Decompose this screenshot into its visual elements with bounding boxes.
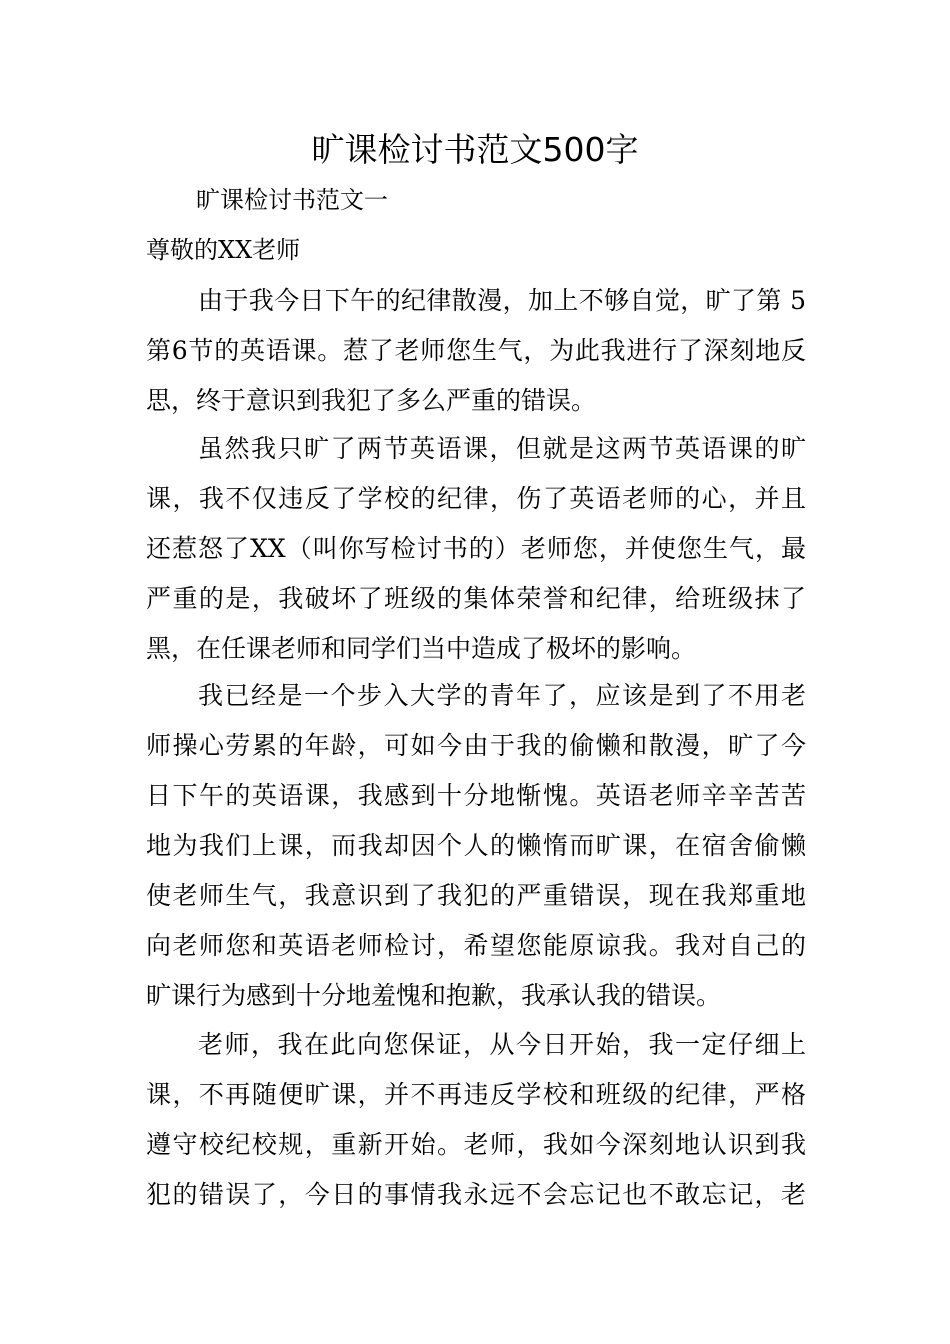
paragraph-line: 旷课行为感到十分地羞愧和抱歉，我承认我的错误。 [146,981,722,1010]
paragraph-line: 由于我今日下午的纪律散漫，加上不够自觉，旷了第 5 [198,286,806,315]
paragraph-line: 师操心劳累的年龄，可如今由于我的偷懒和散漫，旷了今 [146,731,806,760]
paragraph-line: 课，我不仅违反了学校的纪律，伤了英语老师的心，并且 [146,484,806,513]
body-paragraph-1 [146,276,806,426]
paragraph-line: 遵守校纪校规，重新开始。老师，我如今深刻地认识到我 [146,1130,806,1159]
paragraph-line: 我已经是一个步入大学的青年了，应该是到了不用老 [198,681,806,710]
paragraph-line: 还惹怒了XX（叫你写检讨书的）老师您，并使您生气，最 [146,534,806,563]
paragraph-line: 课，不再随便旷课，并不再违反学校和班级的纪律，严格 [146,1080,806,1109]
paragraph-line: 思，终于意识到我犯了多么严重的错误。 [146,386,597,415]
salutation: 尊敬的XX老师 [146,236,301,264]
body-paragraph-4 [146,1020,806,1220]
paragraph-line: 犯的错误了，今日的事情我永远不会忘记也不敢忘记，老 [146,1180,806,1209]
paragraph-line: 老师，我在此向您保证，从今日开始，我一定仔细上 [198,1030,806,1059]
document-subtitle: 旷课检讨书范文一 [196,186,388,214]
body-paragraph-2 [146,424,806,674]
paragraph-line: 虽然我只旷了两节英语课，但就是这两节英语课的旷 [198,434,806,463]
body-paragraph-3 [146,671,806,1021]
document-title: 旷课检讨书范文500字 [311,130,639,169]
paragraph-line: 日下午的英语课，我感到十分地惭愧。英语老师辛辛苦苦 [146,781,806,810]
paragraph-line: 向老师您和英语老师检讨，希望您能原谅我。我对自己的 [146,931,806,960]
paragraph-line: 第6节的英语课。惹了老师您生气，为此我进行了深刻地反 [146,336,806,365]
paragraph-line: 严重的是，我破坏了班级的集体荣誉和纪律，给班级抹了 [146,584,806,613]
paragraph-line: 黑，在任课老师和同学们当中造成了极坏的影响。 [146,634,697,663]
paragraph-line: 使老师生气，我意识到了我犯的严重错误，现在我郑重地 [146,881,806,910]
paragraph-line: 地为我们上课，而我却因个人的懒惰而旷课，在宿舍偷懒 [146,831,806,860]
